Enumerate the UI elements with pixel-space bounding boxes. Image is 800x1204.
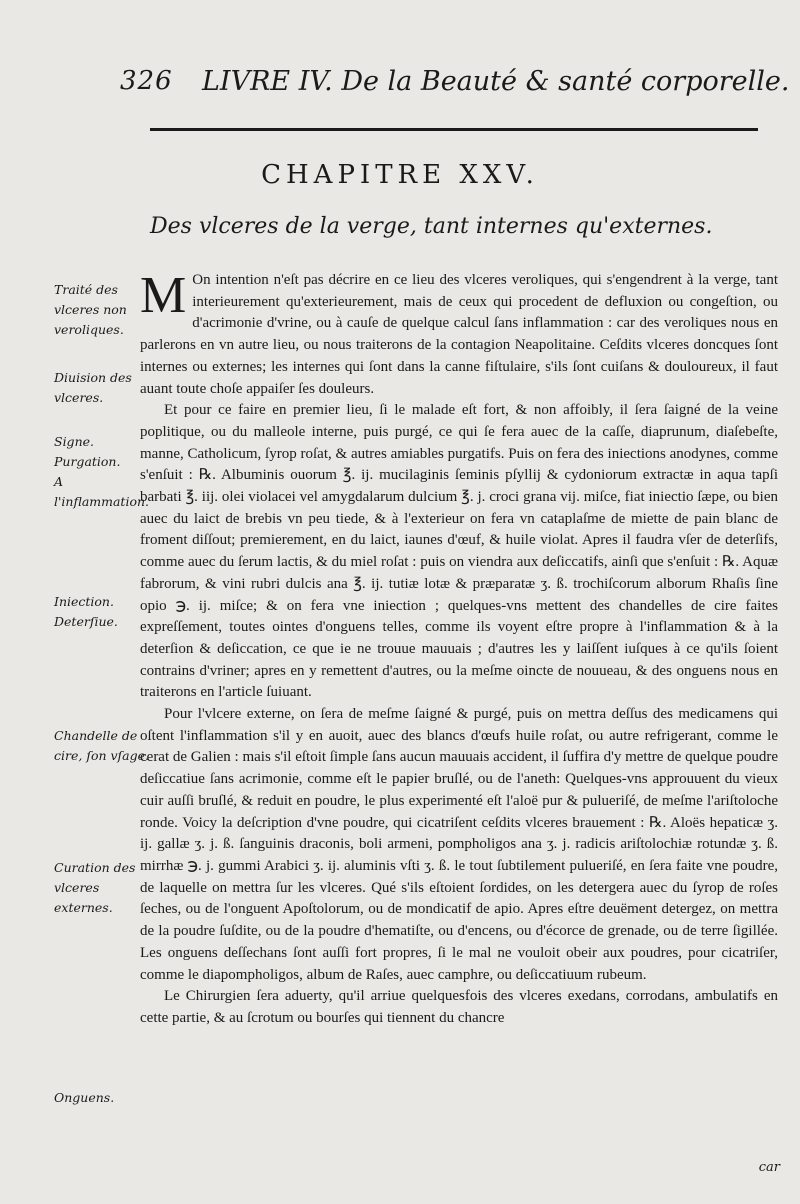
running-head <box>120 66 790 102</box>
paragraph <box>140 267 778 400</box>
margin-note: Curation des vlceres externes. <box>54 860 136 915</box>
main-text <box>140 267 778 1030</box>
margin-note: A l'inflammation. <box>54 474 150 509</box>
margin-note: Iniection. <box>54 594 114 609</box>
paragraph: Et pour ce faire en premier lieu, ſi le malade eſt fort, & non affoibly, il ſera ſaigné de la veine poplitique, ou du malleole interne, puis purgé, ce qui ſe fera auec de la caſſe, diaprunum, diaſebeſte, manne, Catholicum, ſyrop roſat, & autres amiables purgatifs. Puis on fera des iniections anodynes, comme s'enſuit : ℞. Albuminis ouorum ℥. ij. mucilaginis ſeminis pſyllij & cydoniorum extractæ in aqua tapſi barbati ℥. iij. olei violacei vel amygdalarum dulcium ℥. j. croci grana vij. miſce, fiat iniectio ſæpe, ou bien auec du laict de brebis vn peu tiede, & à l'exterieur on fera vn cataplaſme de miette de pain blanc de froment diſſout; premierement, en du laict, iaunes d'œuf, & huile violat. Apres il faudra vſer de deterſifs, comme auec du ſerum lactis, & du miel roſat : puis on viendra aux deſiccatifs, ainſi que s'enſuit : ℞. Aquæ fabrorum, & vini rubri dulcis ana ℥. ij. tutiæ lotæ & præparatæ ʒ. ß. trochiſcorum alborum Rhaſis ſine opio ℈. ij. miſce; & on fera vne iniection ; quelques-vns mettent des chandelles de cire faites expreſſement, toutes ointes d'onguens telles, comme ils voyent eſtre propre à l'inflammation & à la deterſion & deſiccation, ce que ie ne trouue mauuais ; d'autres les y laiſſent iuſques à ce qu'ils ſoient contrains d'vriner; apres en y remettent d'autres, ou la meſme oincte de nouueau, & des onguens nous en traiterons en l'article ſuiuant. <box>140 402 778 701</box>
margin-note: Traité des vlceres non veroliques. <box>54 282 127 337</box>
margin-note: Signe. <box>54 434 94 449</box>
drop-cap: M <box>140 267 187 324</box>
running-title: LIVRE IV. De la Beauté & santé corporelle. <box>202 66 790 97</box>
paragraph: Pour l'vlcere externe, on ſera de meſme ſaigné & purgé, puis on mettra deſſus des medicamens qui oſtent l'inflammation s'il y en auoit, auec des blancs d'œufs huile roſat, ou autre refrigerant, comme le cerat de Galien : mais s'il eſtoit ſimple ſans aucun mauuais accident, il ſuffira d'y mettre de quelque poudre deſiccatiue ſans acrimonie, comme eſt le papier bruſlé, ou de l'aneth: Quelques-vns approuuent du vieux cuir auſſi bruſlé, & reduit en poudre, le plus experimenté eſt l'aloë pur & pulueriſé, de meſme l'ariſtoloche ronde. Voicy la deſcription d'vne poudre, qui cicatriſent ceſdits vlceres brauement : ℞. Aloës hepaticæ ʒ. ij. gallæ ʒ. j. ß. ſanguinis draconis, boli armeni, pompholigos ana ʒ. j. radicis ariſtolochiæ rotundæ ʒ. ß. mirrhæ ℈. j. gummi Arabici ʒ. ij. aluminis vſti ʒ. ß. le tout ſubtilement pulueriſé, en ſera faite vne poudre, de laquelle on mettra ſur les vlceres. Qué s'ils eſtoient ſordides, on les detergera auec du ſyrop de roſes ſeches, ou de l'onguent Apoſtolorum, ou de mondicatif de apio. Apres eſtre deuëment detergez, on mettra de la poudre ſuſdite, ou de la poudre d'hematiſte, ou d'encens, ou d'écorce de grenade, ou de terre ſigillée. Les onguens deſſechans ſont auſſi fort propres, ſi le mal ne vouloit obeir aux poudres, pour cicatriſer, comme le diapompholigos, album de Raſes, auec camphre, ou deſiccatiuum rubeum. <box>140 706 778 983</box>
margin-note: Onguens. <box>54 1090 115 1105</box>
paragraph-text: On intention n'eſt pas décrire en ce lieu des vlceres veroliques, qui s'engendrent à la verge, tant interieurement qu'exterieurement, mais de ceux qui procedent de defluxion ou congeſtion, ou d'acrimonie d'vrine, ou à cauſe de quelque calcul ſans inflammation : car des veroliques nous en parlerons en vn autre lieu, ou nous traiterons de la contagion Neapolitaine. Ceſdits vlceres doncques ſont internes ou externes; les internes qui ſont dans la canne fiſtulaire, s'ils ſont cuiſans & douloureux, il faut auant toute choſe appaiſer ſes douleurs. <box>140 272 778 397</box>
header-rule <box>150 128 758 131</box>
margin-note: Deterſiue. <box>54 614 118 629</box>
paragraph: Le Chirurgien ſera aduerty, qu'il arriue quelquesfois des vlceres exedans, corrodans, ambulatifs en cette partie, & au ſcrotum ou bourſes qui tiennent du chancre <box>140 988 778 1026</box>
catchword: car <box>758 1160 780 1175</box>
chapter-heading: CHAPITRE XXV. <box>261 160 539 190</box>
margin-note: Chandelle de cire, ſon vſage. <box>54 728 150 763</box>
margin-note: Diuision des vlceres. <box>54 370 132 405</box>
page-number: 326 <box>120 66 173 96</box>
margin-note: Purgation. <box>54 454 121 469</box>
chapter-title: Des vlceres de la verge, tant internes qu'externes. <box>150 214 713 239</box>
